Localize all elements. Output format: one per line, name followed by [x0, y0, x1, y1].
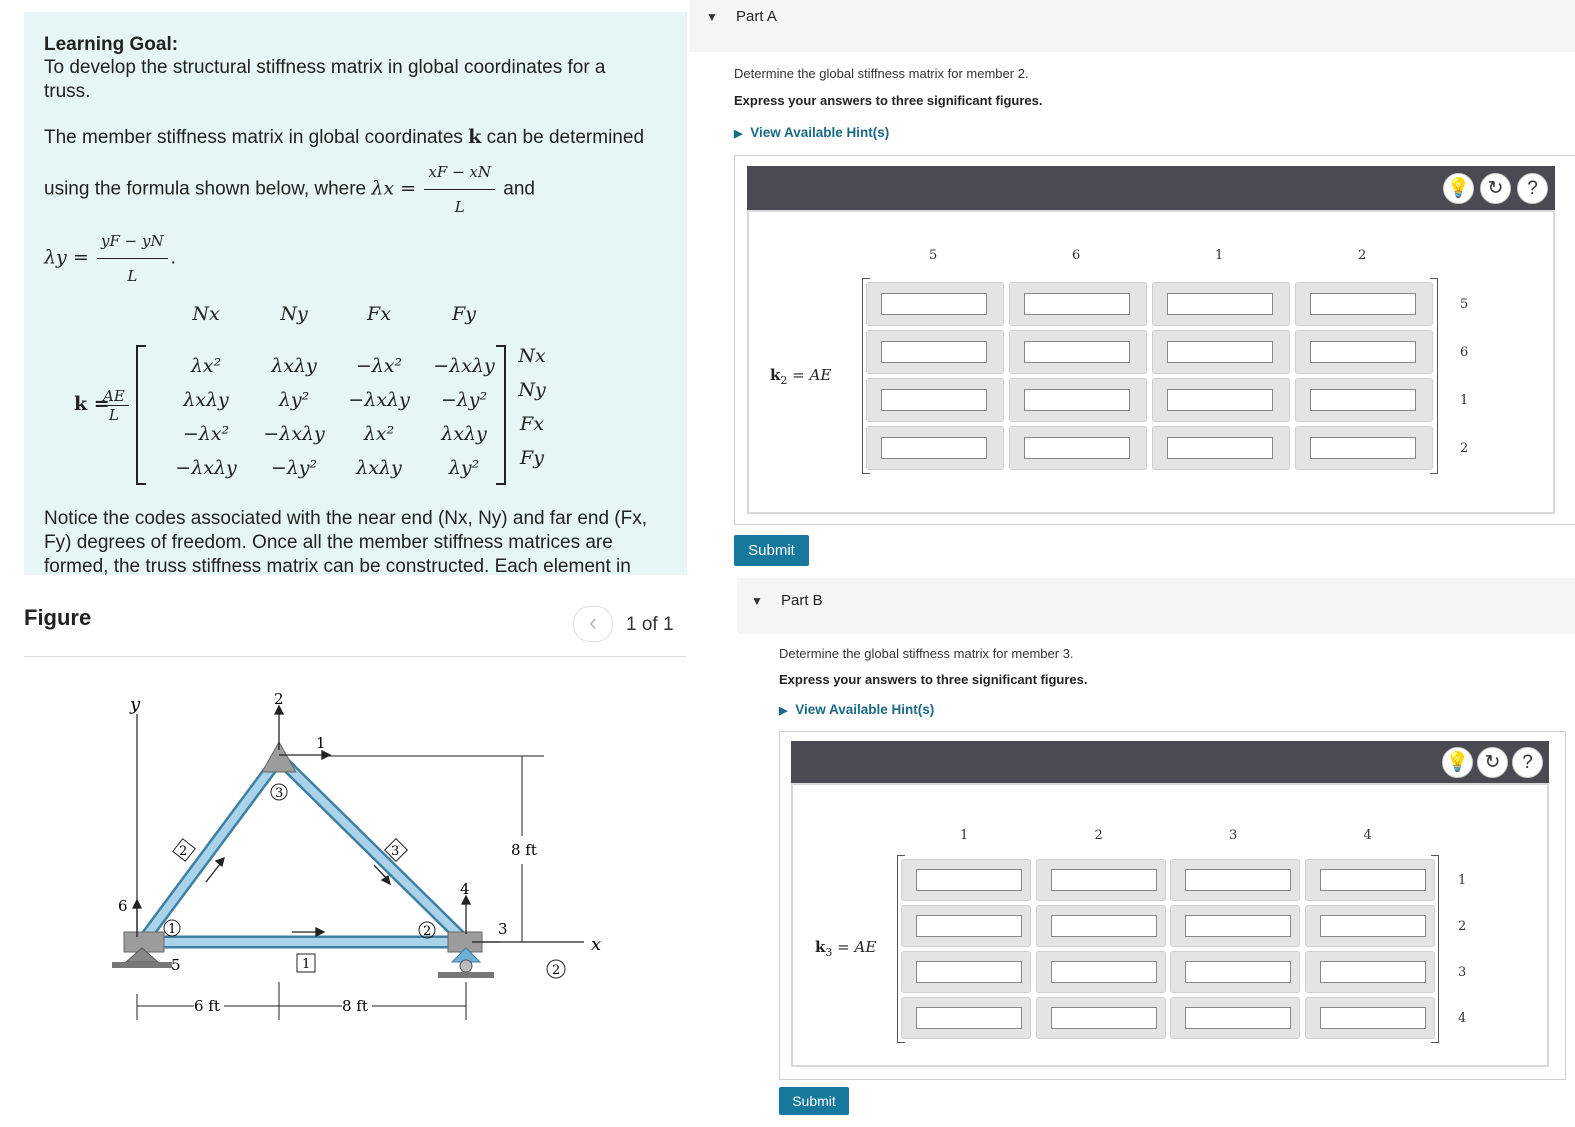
matrix-entry-input[interactable]: [1310, 437, 1416, 459]
code-6-label: 6: [118, 897, 128, 915]
matrix-entry-input[interactable]: [1024, 437, 1130, 459]
matrix-entry-input[interactable]: [916, 1007, 1022, 1029]
matrix-entry-cell: [1152, 426, 1290, 470]
matrix-entry-cell: [1009, 426, 1147, 470]
matrix-entry-cell: [1036, 905, 1166, 947]
matrix-entry-cell: [901, 951, 1031, 993]
matrix-entry-cell: [866, 378, 1004, 422]
matrix-row-label: Fy: [520, 447, 544, 469]
matrix-entry-input[interactable]: [1051, 915, 1157, 937]
formula-paragraph: The member stiffness matrix in global coordinates k can be determined using the formula shown below, where λx = $\frac{xF - xN}{L}$ and λy = $\frac{yF - yN}{L}$ .: [44, 120, 674, 293]
matrix-col-header: Ny: [280, 303, 308, 325]
part-b-question: Determine the global stiffness matrix for member 3.: [779, 646, 1074, 661]
column-label: 2: [1094, 828, 1103, 843]
part-b-hint-link[interactable]: [779, 702, 934, 717]
part-a-label: Part A: [736, 8, 777, 25]
row-label: 4: [1458, 1011, 1467, 1026]
matrix-cell: λxλy: [271, 355, 317, 377]
part-a-k-label: $k_2$ = AE: [770, 366, 832, 387]
reset-icon[interactable]: ↻: [1480, 173, 1511, 204]
part-b-toolbar: [791, 741, 1549, 783]
figure-prev-button[interactable]: ‹: [573, 606, 613, 642]
matrix-entry-cell: [1170, 951, 1300, 993]
help-icon[interactable]: ?: [1517, 173, 1548, 204]
matrix-entry-cell: [1170, 997, 1300, 1039]
matrix-entry-input[interactable]: [881, 293, 987, 315]
matrix-cell: λx²: [363, 423, 395, 445]
matrix-entry-input[interactable]: [1051, 961, 1157, 983]
matrix-entry-input[interactable]: [916, 961, 1022, 983]
matrix-entry-input[interactable]: [1310, 389, 1416, 411]
part-b-header[interactable]: [737, 578, 1575, 634]
learning-goal-panel: [24, 12, 687, 575]
node-2-label: 2: [423, 924, 432, 939]
row-label: 1: [1458, 873, 1467, 888]
y-axis-label: y: [130, 694, 141, 715]
reset-icon[interactable]: ↻: [1477, 747, 1508, 778]
part-b-hint-label: View Available Hint(s): [795, 702, 935, 717]
matrix-entry-input[interactable]: [1167, 293, 1273, 315]
dimension-6ft: 6 ft: [194, 997, 220, 1015]
caret-right-icon: ▶: [734, 128, 743, 140]
matrix-entry-cell: [1295, 426, 1433, 470]
origin-2-label: 2: [552, 963, 561, 978]
matrix-entry-cell: [1036, 997, 1166, 1039]
matrix-entry-cell: [1295, 282, 1433, 326]
caret-down-icon: ▼: [751, 594, 763, 608]
matrix-cell: λxλy: [183, 389, 229, 411]
member-1-label: 1: [302, 957, 311, 972]
matrix-entry-cell: [866, 282, 1004, 326]
gusset-node-1: [124, 932, 164, 952]
part-a-instruction: Express your answers to three significant figures.: [734, 93, 1043, 108]
lambda-y-fraction: $\frac{yF - yN}{L}$: [97, 224, 168, 293]
code-2-label: 2: [274, 690, 284, 708]
matrix-entry-input[interactable]: [1167, 341, 1273, 363]
part-b-submit-button[interactable]: Submit: [779, 1087, 849, 1115]
matrix-row-label: Fx: [520, 413, 544, 435]
matrix-entry-input[interactable]: [1024, 341, 1130, 363]
node-3-label: 3: [275, 786, 284, 801]
matrix-entry-input[interactable]: [1185, 869, 1291, 891]
column-label: 2: [1358, 248, 1367, 263]
matrix-entry-input[interactable]: [916, 915, 1022, 937]
matrix-entry-input[interactable]: [1320, 1007, 1426, 1029]
column-label: 3: [1229, 828, 1238, 843]
matrix-entry-input[interactable]: [1185, 961, 1291, 983]
matrix-entry-cell: [1152, 282, 1290, 326]
matrix-entry-input[interactable]: [1320, 869, 1426, 891]
matrix-cell: −λxλy: [263, 423, 325, 445]
matrix-entry-cell: [901, 905, 1031, 947]
row-label: 1: [1460, 393, 1469, 408]
matrix-row-label: Nx: [518, 345, 546, 367]
matrix-entry-cell: [901, 997, 1031, 1039]
ae-over-l: $\frac{AE}{L}$: [99, 387, 129, 424]
matrix-entry-input[interactable]: [1051, 869, 1157, 891]
matrix-cell: −λy²: [270, 457, 318, 479]
matrix-entry-cell: [901, 859, 1031, 901]
matrix-entry-cell: [1295, 330, 1433, 374]
caret-down-icon: ▼: [706, 10, 718, 24]
code-3-label: 3: [498, 920, 508, 938]
matrix-left-bracket: [136, 345, 146, 485]
matrix-entry-cell: [1009, 330, 1147, 374]
column-label: 1: [960, 828, 969, 843]
matrix-cell: λxλy: [356, 457, 402, 479]
row-label: 2: [1460, 441, 1469, 456]
column-label: 1: [1215, 248, 1224, 263]
matrix-entry-input[interactable]: [1320, 961, 1426, 983]
help-icon[interactable]: ?: [1512, 747, 1543, 778]
matrix-cell: λx²: [190, 355, 222, 377]
matrix-entry-cell: [1152, 378, 1290, 422]
part-a-header[interactable]: [690, 0, 1575, 52]
hint-lightbulb-icon[interactable]: 💡: [1443, 173, 1474, 204]
matrix-entry-input[interactable]: [1167, 437, 1273, 459]
matrix-cell: −λx²: [355, 355, 403, 377]
matrix-entry-input[interactable]: [881, 341, 987, 363]
stiffness-matrix-formula: [44, 303, 667, 493]
column-label: 4: [1363, 828, 1372, 843]
matrix-cell: −λx²: [182, 423, 230, 445]
matrix-col-header: Fy: [452, 303, 476, 325]
matrix-col-header: Fx: [367, 303, 391, 325]
code-1-label: 1: [316, 734, 326, 752]
dimension-8ft-horizontal: 8 ft: [342, 997, 368, 1015]
matrix-row-label: Ny: [518, 379, 546, 401]
matrix-cell: −λxλy: [175, 457, 237, 479]
hint-lightbulb-icon[interactable]: 💡: [1442, 747, 1473, 778]
matrix-entry-input[interactable]: [881, 389, 987, 411]
matrix-right-bracket: [496, 345, 506, 485]
matrix-entry-cell: [866, 426, 1004, 470]
column-label: 5: [929, 248, 938, 263]
node-1-label: 1: [168, 922, 177, 937]
matrix-entry-input[interactable]: [1320, 915, 1426, 937]
matrix-cell: λy²: [448, 457, 480, 479]
matrix-entry-input[interactable]: [1310, 341, 1416, 363]
caret-right-icon: ▶: [779, 705, 788, 717]
matrix-col-header: Nx: [192, 303, 220, 325]
part-a-submit-button[interactable]: Submit: [734, 535, 809, 566]
matrix-cell: λxλy: [441, 423, 487, 445]
matrix-cell: λy²: [278, 389, 310, 411]
matrix-entry-cell: [1295, 378, 1433, 422]
part-a-question: Determine the global stiffness matrix for member 2.: [734, 66, 1029, 81]
code-4-label: 4: [460, 880, 470, 898]
matrix-entry-input[interactable]: [1051, 1007, 1157, 1029]
figure-title: Figure: [24, 605, 92, 630]
row-label: 5: [1460, 297, 1469, 312]
row-label: 6: [1460, 345, 1469, 360]
node-labels: [164, 784, 565, 978]
matrix-entry-cell: [1036, 859, 1166, 901]
part-a-hint-label: View Available Hint(s): [750, 125, 890, 140]
row-label: 2: [1458, 919, 1467, 934]
dimension-8ft-vertical: 8 ft: [511, 841, 537, 859]
matrix-entry-cell: [1305, 997, 1435, 1039]
matrix-entry-input[interactable]: [1185, 1007, 1291, 1029]
matrix-entry-input[interactable]: [1024, 293, 1130, 315]
matrix-entry-cell: [1170, 859, 1300, 901]
matrix-entry-input[interactable]: [1024, 389, 1130, 411]
matrix-entry-cell: [1009, 282, 1147, 326]
row-label: 3: [1458, 965, 1467, 980]
x-axis-label: x: [591, 934, 602, 955]
matrix-entry-cell: [1036, 951, 1166, 993]
codes-paragraph: Notice the codes associated with the near end (Nx, Ny) and far end (Fx, Fy) degrees of freedom. Once all the member stiffness matrices are formed, the truss stiffness matrix can be constructed. Each element in: [44, 508, 648, 575]
k-label: k =: [74, 393, 110, 415]
roller-support-right: [438, 948, 494, 978]
column-label: 6: [1072, 248, 1081, 263]
matrix-entry-cell: [1152, 330, 1290, 374]
lambda-x-fraction: $\frac{xF - xN}{L}$: [424, 155, 495, 224]
matrix-entry-input[interactable]: [1185, 915, 1291, 937]
matrix-entry-input[interactable]: [1167, 389, 1273, 411]
part-a-hint-link[interactable]: [734, 125, 889, 140]
matrix-entry-input[interactable]: [1310, 293, 1416, 315]
code-5-label: 5: [171, 956, 181, 974]
part-b-instruction: Express your answers to three significant figures.: [779, 672, 1088, 687]
dimension-lines: [137, 756, 544, 1020]
matrix-entry-cell: [1170, 905, 1300, 947]
part-a-toolbar: [747, 166, 1555, 210]
part-b-label: Part B: [781, 592, 823, 609]
matrix-entry-cell: [1305, 951, 1435, 993]
learning-goal-heading: Learning Goal:: [44, 34, 179, 55]
learning-goal-intro: To develop the structural stiffness matrix in global coordinates for a truss.: [44, 57, 606, 102]
matrix-entry-input[interactable]: [881, 437, 987, 459]
matrix-cell: −λxλy: [433, 355, 495, 377]
member-2-label: 2: [179, 844, 188, 859]
part-b-k-label: $k_3$ = AE: [815, 938, 877, 959]
member-3-label: 3: [391, 844, 400, 859]
matrix-entry-cell: [1009, 378, 1147, 422]
matrix-cell: −λy²: [440, 389, 488, 411]
figure-counter: 1 of 1: [626, 614, 674, 635]
matrix-entry-cell: [866, 330, 1004, 374]
matrix-cell: −λxλy: [348, 389, 410, 411]
matrix-entry-input[interactable]: [916, 869, 1022, 891]
truss-figure: [24, 672, 664, 1052]
figure-divider: [24, 656, 687, 657]
matrix-entry-cell: [1305, 905, 1435, 947]
matrix-entry-cell: [1305, 859, 1435, 901]
